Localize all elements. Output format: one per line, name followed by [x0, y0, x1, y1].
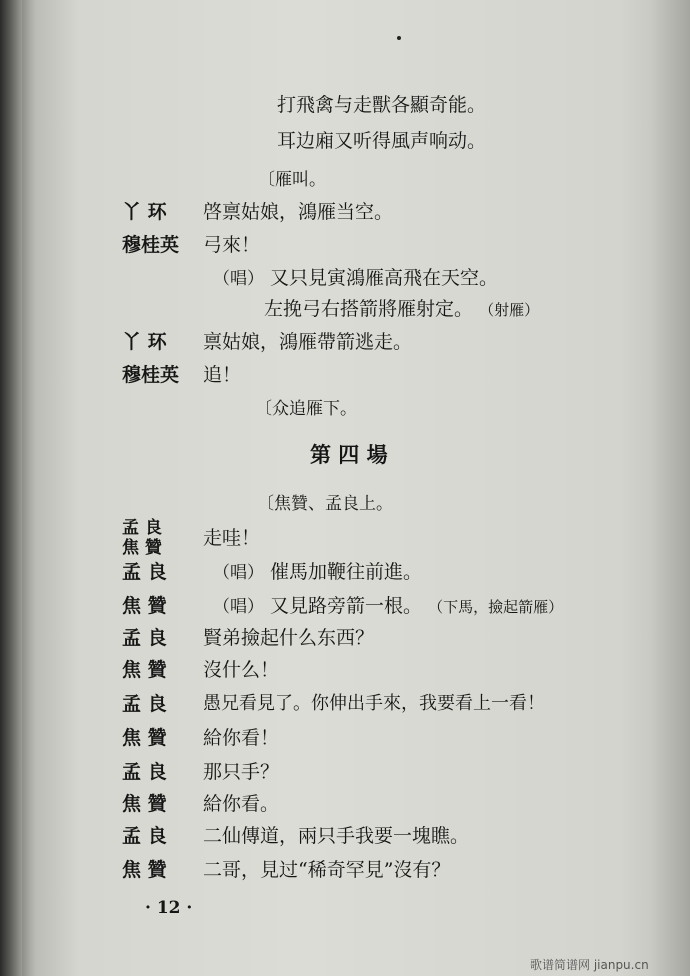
sung-line	[264, 297, 539, 322]
speaker-meng-liang: 孟 良	[122, 825, 167, 847]
sung-text: 又見路旁箭一根。	[270, 595, 423, 617]
dialogue-line: 愚兄看見了。你伸出手來，我要看上一看！	[203, 693, 545, 714]
dialogue-line: 給你看。	[203, 793, 280, 815]
speaker-yahuan: 丫 环	[122, 331, 167, 353]
dialogue-line: 給你看！	[203, 727, 280, 749]
dialogue-line: 賢弟撿起什么东西？	[203, 627, 375, 649]
stage-direction-geese: 〔雁叫。	[258, 170, 326, 190]
sing-tag: （唱）	[213, 563, 264, 583]
speaker-jiao-zan: 焦 贊	[122, 727, 167, 749]
speaker-jiao-zan: 焦 贊	[122, 659, 167, 681]
speaker-jiao-zan: 焦 贊	[122, 595, 167, 617]
speaker-meng-liang: 孟 良	[122, 761, 167, 783]
speaker-yahuan: 丫 环	[122, 201, 167, 223]
page-number: · 12 ·	[145, 898, 193, 918]
sung-text: 催馬加鞭往前進。	[270, 561, 423, 583]
speaker-meng-liang: 孟 良	[122, 627, 167, 649]
sung-line	[213, 266, 498, 291]
dialogue-line: 啓禀姑娘，鴻雁当空。	[203, 201, 394, 223]
site-watermark: 歌谱简谱网 jianpu.cn	[530, 958, 649, 972]
speaker-mu-guiying: 穆桂英	[122, 364, 180, 386]
verse-line-2: 耳边廂又听得風声响动。	[277, 130, 487, 152]
speaker-jiao-zan: 焦 贊	[122, 538, 162, 558]
speaker-jiao-zan: 焦 贊	[122, 793, 167, 815]
print-speck	[397, 36, 401, 40]
scene-title: 第 四 場	[310, 442, 388, 467]
dialogue-line: 弓來！	[203, 234, 261, 256]
sung-line	[213, 594, 563, 619]
sung-text: 左挽弓右搭箭將雁射定。	[264, 298, 474, 320]
dialogue-line: 沒什么！	[203, 659, 280, 681]
verse-line-1: 打飛禽与走獸各顯奇能。	[277, 94, 487, 116]
sung-text: 又只見寅鴻雁高飛在天空。	[270, 267, 499, 289]
speaker-mu-guiying: 穆桂英	[122, 234, 180, 256]
stage-note: （下馬，撿起箭雁）	[428, 598, 564, 616]
stage-direction-enter: 〔焦贊、孟良上。	[257, 494, 393, 514]
speaker-meng-liang: 孟 良	[122, 518, 162, 538]
speaker-meng-liang: 孟 良	[122, 693, 167, 715]
dialogue-line: 走哇！	[203, 527, 261, 549]
dialogue-line: 那只手？	[203, 761, 280, 783]
dialogue-line: 二哥，見过“稀奇罕見”沒有？	[203, 859, 451, 881]
stage-note: （射雁）	[479, 301, 540, 319]
sing-tag: （唱）	[213, 597, 264, 617]
speaker-meng-liang: 孟 良	[122, 561, 167, 583]
dialogue-line: 二仙傳道，兩只手我要一塊瞧。	[203, 825, 470, 847]
page-fold-shadow	[22, 0, 36, 976]
book-spine	[0, 0, 22, 976]
sung-line	[213, 560, 422, 585]
dialogue-line: 禀姑娘，鴻雁帶箭逃走。	[203, 331, 413, 353]
speaker-jiao-zan: 焦 贊	[122, 859, 167, 881]
stage-direction-chase: 〔众追雁下。	[255, 399, 357, 419]
page-edge-shadow	[650, 0, 690, 976]
sing-tag: （唱）	[213, 269, 264, 289]
dialogue-line: 追！	[203, 364, 242, 386]
